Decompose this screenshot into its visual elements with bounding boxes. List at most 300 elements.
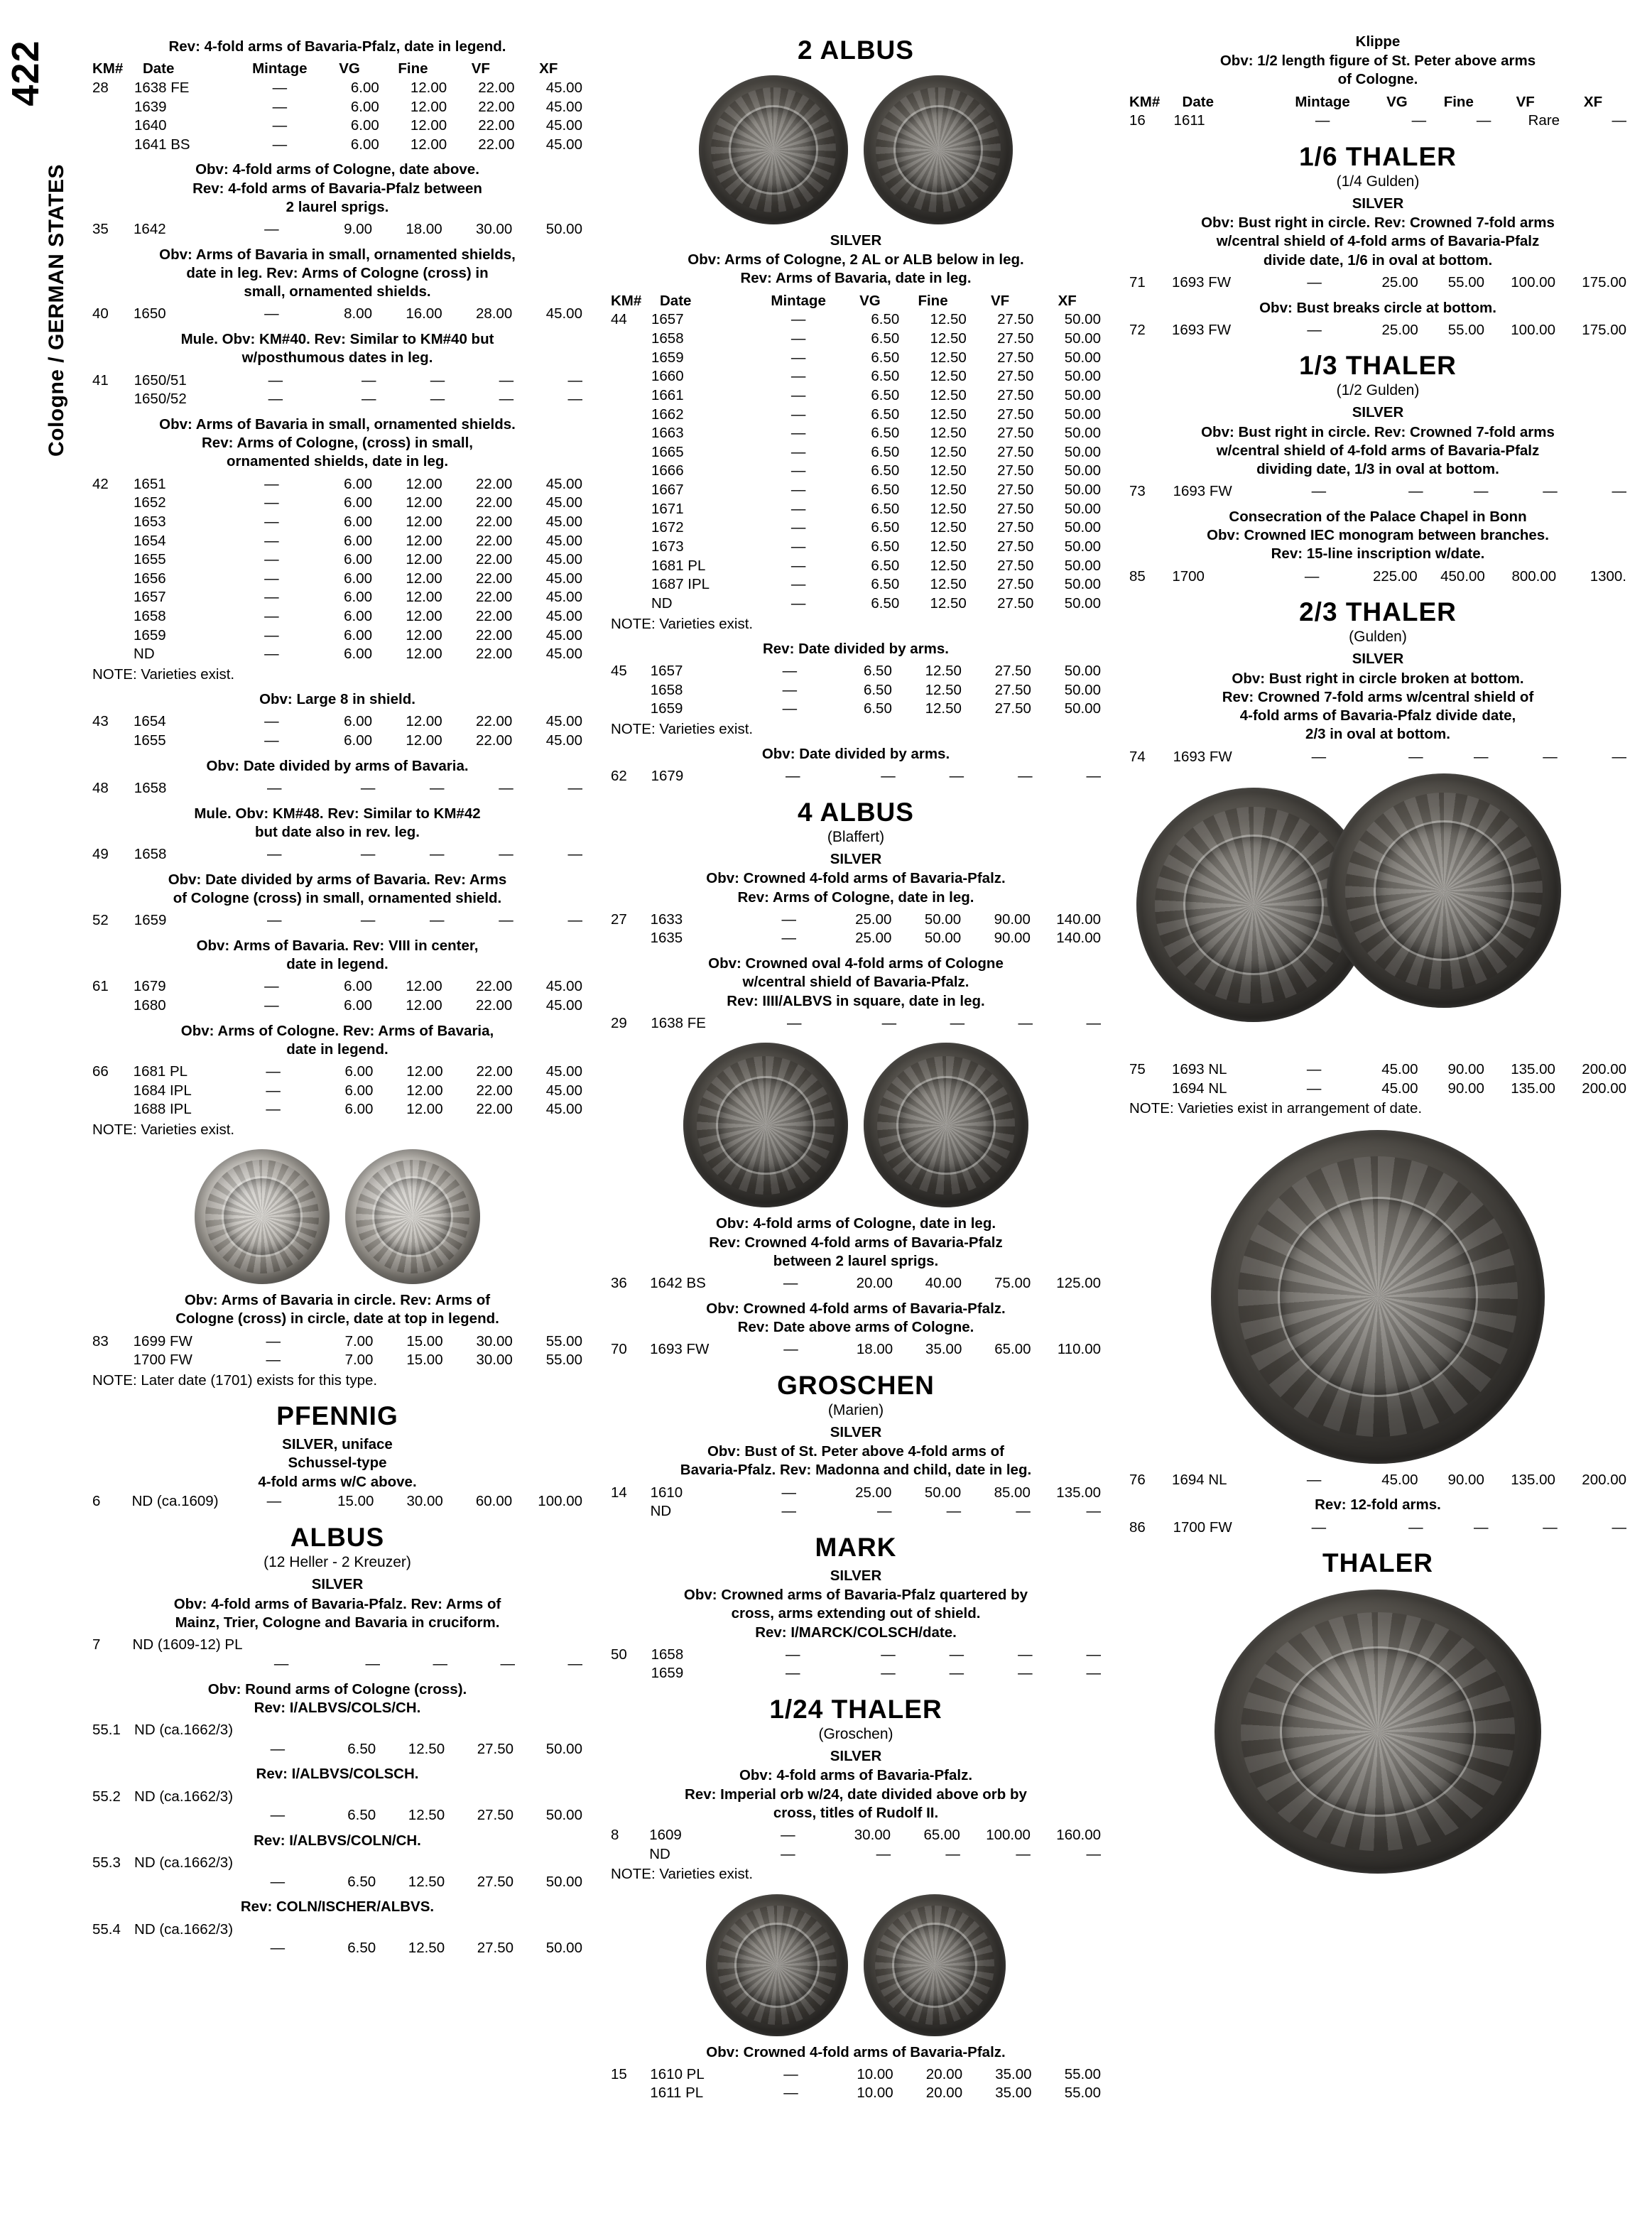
metal-description: SILVER bbox=[830, 851, 882, 868]
cell-km: 85 bbox=[1129, 567, 1146, 585]
cell-xf: 50.00 bbox=[1064, 386, 1101, 403]
cell-vg: 6.50 bbox=[871, 576, 900, 593]
cell-xf: 50.00 bbox=[1064, 538, 1101, 555]
price-table bbox=[92, 371, 582, 409]
cell-date: 1641 BS bbox=[134, 136, 190, 153]
cell-km: 41 bbox=[92, 371, 109, 389]
table-row bbox=[92, 1854, 582, 1873]
coin-reverse-image bbox=[864, 1043, 1028, 1207]
table-row bbox=[611, 1845, 1101, 1864]
cell-vf: — bbox=[500, 1655, 515, 1672]
cell-mint: — bbox=[781, 1827, 795, 1844]
cell-xf: 135.00 bbox=[1056, 1484, 1101, 1501]
price-table bbox=[611, 1340, 1101, 1359]
cell-date: 1659 bbox=[650, 700, 683, 717]
metal-description: SILVER bbox=[1352, 195, 1404, 212]
table-body bbox=[92, 79, 582, 155]
table-row bbox=[92, 116, 582, 136]
table-row bbox=[1129, 1518, 1626, 1538]
cell-date: 1694 NL bbox=[1172, 1471, 1227, 1488]
col-fine: Fine bbox=[918, 292, 948, 309]
cell-fine: 20.00 bbox=[925, 2085, 963, 2102]
table-row bbox=[1129, 112, 1626, 131]
table-row bbox=[611, 462, 1101, 481]
cell-xf: 50.00 bbox=[1064, 368, 1101, 385]
coin-photo-pair bbox=[92, 1149, 582, 1284]
cell-vg: 6.50 bbox=[347, 1873, 376, 1890]
cell-fine: 12.00 bbox=[406, 1063, 443, 1080]
cell-vf: 22.00 bbox=[478, 98, 515, 115]
table-body bbox=[1129, 482, 1626, 501]
cell-date: 1681 PL bbox=[133, 1063, 188, 1080]
cell-fine: 12.50 bbox=[930, 386, 967, 403]
cell-xf: 200.00 bbox=[1582, 1471, 1626, 1488]
cell-km: 6 bbox=[92, 1492, 101, 1509]
table-body bbox=[611, 662, 1101, 719]
cell-mint: — bbox=[264, 646, 279, 663]
cell-date: 1658 bbox=[651, 330, 684, 347]
cell-fine: 15.00 bbox=[406, 1332, 443, 1349]
table-row bbox=[1129, 321, 1626, 340]
cell-vf: 22.00 bbox=[475, 551, 513, 568]
cell-fine: — bbox=[430, 912, 445, 929]
cell-vf: 22.00 bbox=[475, 608, 513, 625]
cell-mint: — bbox=[781, 1484, 796, 1501]
cell-km: 42 bbox=[92, 475, 109, 492]
cell-km: 28 bbox=[92, 79, 109, 96]
cell-date: 1688 IPL bbox=[133, 1101, 192, 1118]
cell-vg: 8.00 bbox=[344, 305, 372, 322]
table-row bbox=[92, 1636, 582, 1655]
price-table bbox=[92, 1788, 582, 1825]
cell-mint: — bbox=[790, 482, 806, 499]
type-description: Mule. Obv: KM#48. Rev: Similar to KM#42 but date also in rev. leg. bbox=[194, 805, 481, 840]
cell-vf: 22.00 bbox=[475, 475, 513, 492]
table-body bbox=[1129, 1060, 1626, 1098]
metal-description: SILVER bbox=[311, 1575, 364, 1592]
cell-xf bbox=[513, 1721, 582, 1740]
cell-vf: 27.50 bbox=[997, 386, 1034, 403]
cell-mint: — bbox=[268, 371, 283, 389]
table-body bbox=[92, 1492, 582, 1511]
table-row bbox=[92, 845, 582, 864]
table-body bbox=[92, 712, 582, 750]
cell-vf: — bbox=[1018, 1646, 1033, 1663]
cell-fine: 12.00 bbox=[406, 513, 442, 530]
coin-obverse-image bbox=[195, 1149, 330, 1284]
coin-photo-pair bbox=[611, 75, 1101, 224]
cell-km: 44 bbox=[611, 311, 627, 328]
table-row bbox=[611, 929, 1101, 948]
cell-xf: 50.00 bbox=[1064, 311, 1101, 328]
cell-xf: 140.00 bbox=[1056, 911, 1101, 928]
table-row bbox=[92, 371, 582, 391]
table-body bbox=[92, 1636, 582, 1673]
table-body bbox=[1129, 321, 1626, 340]
cell-vf: 27.50 bbox=[997, 406, 1034, 423]
table-row bbox=[611, 330, 1101, 349]
table-row bbox=[92, 1100, 582, 1119]
col-vg: VG bbox=[1386, 93, 1408, 110]
price-table bbox=[611, 292, 1101, 614]
cell-date: 1700 FW bbox=[133, 1352, 192, 1369]
cell-xf: 45.00 bbox=[545, 79, 582, 96]
cell-mint: — bbox=[264, 570, 279, 587]
cell-date: 1681 PL bbox=[651, 557, 706, 574]
price-table bbox=[92, 1854, 582, 1891]
price-table bbox=[1129, 748, 1626, 767]
cell-mint: — bbox=[264, 513, 279, 530]
table-row bbox=[92, 1351, 582, 1370]
cell-vg: — bbox=[881, 1014, 897, 1031]
col-km: KM# bbox=[611, 292, 642, 309]
cell-mint: — bbox=[1307, 321, 1322, 338]
table-row bbox=[611, 700, 1101, 719]
cell-xf: 175.00 bbox=[1582, 273, 1626, 290]
cell-fine: 12.50 bbox=[930, 482, 967, 499]
cell-xf: — bbox=[567, 912, 582, 929]
cell-mint: — bbox=[266, 1101, 281, 1118]
cell-km bbox=[92, 570, 134, 589]
cell-km bbox=[92, 996, 134, 1016]
cell-mint: — bbox=[790, 330, 806, 347]
cell-vg: 6.50 bbox=[871, 406, 900, 423]
cell-km bbox=[611, 929, 651, 948]
cell-mint: — bbox=[790, 349, 806, 366]
table-body bbox=[1129, 748, 1626, 767]
cell-vg: 6.00 bbox=[350, 98, 379, 115]
cell-km: 49 bbox=[92, 846, 109, 863]
table-body bbox=[92, 475, 582, 664]
cell-date: 1659 bbox=[134, 912, 167, 929]
cell-date bbox=[134, 1873, 240, 1892]
table-note: NOTE: Later date (1701) exists for this type. bbox=[92, 1371, 378, 1389]
cell-fine: 12.50 bbox=[930, 557, 967, 574]
price-table bbox=[92, 305, 582, 324]
cell-fine: 50.00 bbox=[924, 911, 962, 928]
price-table bbox=[1129, 273, 1626, 293]
type-description: Obv: 4-fold arms of Cologne, date in leg. Rev: Crowned 4-fold arms of Bavaria-Pfalz between 2 laurel sprigs. bbox=[709, 1215, 1003, 1269]
cell-mint: — bbox=[266, 912, 282, 929]
cell-vg bbox=[315, 1920, 376, 1940]
cell-vf: 22.00 bbox=[475, 570, 513, 587]
cell-fine: 12.00 bbox=[406, 646, 442, 663]
cell-date: ND (ca.1662/3) bbox=[134, 1788, 234, 1805]
cell-xf: 160.00 bbox=[1056, 1827, 1101, 1844]
cell-mint: — bbox=[1307, 273, 1322, 290]
cell-km: 8 bbox=[611, 1827, 619, 1844]
cell-km bbox=[92, 607, 134, 626]
cell-km: 66 bbox=[92, 1063, 109, 1080]
table-note: NOTE: Varieties exist. bbox=[92, 1121, 235, 1138]
cell-km bbox=[92, 645, 134, 664]
cell-km bbox=[92, 116, 134, 136]
cell-xf: 50.00 bbox=[1064, 349, 1101, 366]
cell-km: 75 bbox=[1129, 1061, 1146, 1078]
table-row bbox=[92, 911, 582, 930]
cell-fine: — bbox=[1473, 483, 1489, 500]
cell-date bbox=[134, 1939, 240, 1958]
cell-xf: — bbox=[1612, 112, 1626, 129]
cell-km: 36 bbox=[611, 1275, 627, 1292]
cell-fine: 55.00 bbox=[1447, 273, 1485, 290]
cell-fine: 12.50 bbox=[408, 1807, 445, 1824]
cell-mint: — bbox=[266, 846, 282, 863]
cell-mint: — bbox=[264, 532, 279, 549]
cell-xf: 50.00 bbox=[545, 1940, 582, 1957]
table-body bbox=[1129, 1471, 1626, 1490]
col-mintage: Mintage bbox=[1295, 93, 1350, 110]
cell-mint: — bbox=[1311, 1518, 1327, 1536]
cell-km: 7 bbox=[92, 1636, 101, 1653]
cell-xf: 50.00 bbox=[545, 221, 582, 238]
cell-vf: 27.50 bbox=[477, 1807, 514, 1824]
cell-fine: 18.00 bbox=[406, 221, 442, 238]
cell-mint: — bbox=[1311, 483, 1327, 500]
col-date: Date bbox=[660, 292, 692, 309]
cell-km bbox=[92, 1740, 134, 1759]
cell-fine: 30.00 bbox=[406, 1492, 443, 1509]
cell-xf: 55.00 bbox=[1064, 2065, 1101, 2082]
cell-date: 1635 bbox=[650, 930, 683, 947]
cell-vf: 75.00 bbox=[994, 1275, 1031, 1292]
table-row bbox=[92, 475, 582, 494]
cell-mint: — bbox=[270, 1873, 286, 1890]
cell-vg: 6.50 bbox=[863, 700, 892, 717]
cell-fine: 90.00 bbox=[1447, 1061, 1484, 1078]
cell-mint: — bbox=[781, 911, 796, 928]
cell-km bbox=[92, 513, 134, 532]
cell-date: 1684 IPL bbox=[133, 1082, 192, 1099]
cell-vg: 6.00 bbox=[344, 996, 372, 1014]
col-xf: XF bbox=[1058, 292, 1077, 309]
price-table bbox=[92, 1920, 582, 1958]
price-table bbox=[92, 475, 582, 664]
column-1 bbox=[92, 31, 582, 1958]
table-row bbox=[611, 1502, 1101, 1521]
cell-mint: — bbox=[270, 1940, 286, 1957]
cell-km: 72 bbox=[1129, 321, 1146, 338]
cell-vg: 6.50 bbox=[871, 500, 900, 517]
cell-vf: 27.50 bbox=[997, 500, 1034, 517]
cell-vf: Rare bbox=[1528, 112, 1560, 129]
cell-vg: 6.50 bbox=[347, 1940, 376, 1957]
cell-km: 29 bbox=[611, 1014, 627, 1031]
cell-date: ND (ca.1662/3) bbox=[134, 1920, 234, 1938]
cell-xf: 45.00 bbox=[545, 551, 582, 568]
cell-km bbox=[611, 575, 651, 594]
cell-km: 40 bbox=[92, 305, 109, 322]
cell-fine: 12.50 bbox=[930, 538, 967, 555]
cell-vg: 6.50 bbox=[871, 482, 900, 499]
cell-vg: 6.50 bbox=[871, 519, 900, 536]
cell-date: 1658 bbox=[650, 681, 683, 698]
cell-date: 1610 bbox=[650, 1484, 683, 1501]
table-body bbox=[92, 1332, 582, 1370]
cell-km: 71 bbox=[1129, 273, 1146, 290]
cell-mint: — bbox=[272, 98, 288, 115]
cell-fine: 12.50 bbox=[925, 700, 962, 717]
cell-fine: 450.00 bbox=[1440, 567, 1485, 585]
table-row bbox=[611, 1826, 1101, 1845]
type-description: Rev: 4-fold arms of Bavaria-Pfalz, date in legend. bbox=[168, 38, 506, 55]
cell-vg: 6.00 bbox=[344, 475, 372, 492]
cell-km: 62 bbox=[611, 768, 627, 785]
cell-km bbox=[1129, 1080, 1172, 1099]
table-body bbox=[611, 1274, 1101, 1293]
table-row bbox=[611, 349, 1101, 368]
table-body bbox=[611, 767, 1101, 786]
table-body bbox=[92, 1063, 582, 1119]
cell-km: 16 bbox=[1129, 112, 1146, 129]
price-table bbox=[1129, 567, 1626, 587]
type-description: Obv: Date divided by arms of Bavaria. Rev: Arms of Cologne (cross) in small, ornamented shield. bbox=[168, 871, 507, 906]
cell-fine: 12.00 bbox=[406, 532, 442, 549]
price-table bbox=[92, 220, 582, 239]
cell-xf: 1300. bbox=[1589, 567, 1626, 585]
cell-mint: — bbox=[266, 1332, 281, 1349]
cell-date: 1667 bbox=[651, 482, 684, 499]
cell-xf bbox=[515, 1636, 582, 1655]
type-description: Obv: Crowned arms of Bavaria-Pfalz quartered by cross, arms extending out of shield. Rev: I/MARCK/COLSCH/date. bbox=[683, 1587, 1028, 1641]
table-body bbox=[92, 977, 582, 1015]
cell-vg: 6.50 bbox=[871, 594, 900, 612]
cell-vg: — bbox=[881, 768, 896, 785]
table-body bbox=[1129, 1518, 1626, 1538]
cell-date: ND bbox=[651, 594, 673, 612]
cell-mint: — bbox=[272, 136, 288, 153]
cell-mint: — bbox=[785, 1646, 800, 1663]
table-row bbox=[1129, 273, 1626, 293]
coin-obverse-image bbox=[699, 75, 848, 224]
table-row bbox=[92, 1939, 582, 1958]
col-xf: XF bbox=[539, 60, 558, 77]
cell-mint: — bbox=[270, 1740, 286, 1757]
cell-xf: 200.00 bbox=[1582, 1061, 1626, 1078]
cell-vg: 30.00 bbox=[854, 1827, 891, 1844]
cell-fine: 12.50 bbox=[930, 425, 967, 442]
cell-vf: 22.00 bbox=[475, 713, 513, 730]
cell-xf: 50.00 bbox=[1064, 482, 1101, 499]
cell-vf bbox=[445, 1920, 513, 1940]
cell-vf: 27.50 bbox=[994, 663, 1031, 680]
table-row bbox=[92, 98, 582, 117]
table-body bbox=[1129, 112, 1626, 131]
cell-fine: 12.00 bbox=[410, 117, 447, 134]
type-description: Obv: Bust of St. Peter above 4-fold arms of Bavaria-Pfalz. Rev: Madonna and child, date in leg. bbox=[680, 1443, 1032, 1479]
type-description: Obv: Arms of Bavaria in circle. Rev: Arms of Cologne (cross) in circle, date at top in legend. bbox=[175, 1292, 499, 1327]
cell-vg: 6.00 bbox=[344, 551, 372, 568]
cell-fine: — bbox=[433, 1655, 447, 1672]
coin-photo-single bbox=[1129, 1130, 1626, 1464]
price-table bbox=[92, 712, 582, 750]
cell-vf: 800.00 bbox=[1511, 567, 1557, 585]
col-vg: VG bbox=[859, 292, 881, 309]
cell-xf: 50.00 bbox=[545, 1873, 582, 1890]
cell-km: 43 bbox=[92, 713, 109, 730]
denomination-subtitle: (12 Heller - 2 Kreuzer) bbox=[263, 1553, 411, 1570]
cell-mint: — bbox=[272, 79, 288, 96]
table-row bbox=[92, 79, 582, 98]
cell-mint bbox=[240, 1854, 316, 1873]
cell-km bbox=[92, 626, 134, 646]
metal-description: SILVER bbox=[830, 232, 882, 249]
cell-date: 1658 bbox=[134, 608, 166, 625]
price-table bbox=[92, 911, 582, 930]
coin-photo-single bbox=[1129, 1590, 1626, 1874]
type-description: Rev: Date divided by arms. bbox=[762, 640, 950, 657]
cell-xf: 45.00 bbox=[545, 98, 582, 115]
table-body bbox=[611, 911, 1101, 948]
table-row bbox=[1129, 1471, 1626, 1490]
price-table bbox=[92, 1492, 582, 1511]
cell-xf: 45.00 bbox=[545, 305, 582, 322]
cell-mint: — bbox=[266, 1352, 281, 1369]
cell-km bbox=[92, 390, 134, 409]
cell-vg: 7.00 bbox=[344, 1352, 374, 1369]
table-row bbox=[92, 390, 582, 409]
cell-vf: 22.00 bbox=[475, 996, 513, 1014]
type-description: Rev: COLN/ISCHER/ALBVS. bbox=[240, 1898, 435, 1916]
cell-vf: — bbox=[1018, 768, 1033, 785]
cell-vg: 6.00 bbox=[350, 79, 379, 96]
cell-date: 1642 bbox=[134, 221, 166, 238]
cell-xf: 55.00 bbox=[1064, 2085, 1101, 2102]
metal-description: SILVER bbox=[830, 1748, 882, 1765]
cell-fine: — bbox=[945, 1845, 960, 1862]
cell-km: 35 bbox=[92, 221, 109, 238]
coin-obverse-image bbox=[706, 1894, 848, 2036]
table-row bbox=[611, 406, 1101, 425]
cell-xf: 50.00 bbox=[1064, 594, 1101, 612]
cell-vg: 6.50 bbox=[871, 386, 900, 403]
cell-xf: 50.00 bbox=[1064, 443, 1101, 460]
cell-date: 1651 bbox=[134, 475, 166, 492]
cell-mint: — bbox=[790, 538, 806, 555]
type-description: Rev: I/ALBVS/COLSCH. bbox=[256, 1766, 419, 1783]
cell-vf: 22.00 bbox=[476, 1101, 513, 1118]
cell-date: 1663 bbox=[651, 425, 684, 442]
cell-xf: — bbox=[567, 1655, 582, 1672]
cell-fine: — bbox=[1473, 1518, 1489, 1536]
cell-date: ND bbox=[649, 1845, 670, 1862]
cell-fine: 15.00 bbox=[406, 1352, 443, 1369]
cell-xf: — bbox=[1086, 1665, 1101, 1682]
col-vg: VG bbox=[339, 60, 360, 77]
type-description: Obv: Crowned 4-fold arms of Bavaria-Pfalz. Rev: Date above arms of Cologne. bbox=[706, 1300, 1006, 1335]
cell-date: 1693 NL bbox=[1172, 1061, 1227, 1078]
cell-vf: 27.50 bbox=[997, 482, 1034, 499]
cell-fine bbox=[376, 1788, 445, 1807]
metal-description: SILVER bbox=[830, 1423, 882, 1440]
cell-vg: — bbox=[361, 371, 376, 389]
column-3 bbox=[1129, 31, 1626, 1881]
cell-km bbox=[611, 1845, 649, 1864]
table-row bbox=[611, 2084, 1101, 2103]
table-row bbox=[611, 911, 1101, 930]
table-row bbox=[611, 386, 1101, 406]
cell-vf: 27.50 bbox=[997, 594, 1034, 612]
cell-date: 1662 bbox=[651, 406, 684, 423]
cell-vg: — bbox=[1408, 748, 1423, 765]
cell-mint: — bbox=[790, 557, 806, 574]
table-row bbox=[611, 575, 1101, 594]
cell-vg: 6.00 bbox=[344, 513, 372, 530]
cell-date: 1654 bbox=[134, 713, 166, 730]
cell-xf: 140.00 bbox=[1056, 930, 1101, 947]
cell-xf: 50.00 bbox=[545, 1740, 582, 1757]
denomination-heading: MARK bbox=[815, 1532, 897, 1562]
